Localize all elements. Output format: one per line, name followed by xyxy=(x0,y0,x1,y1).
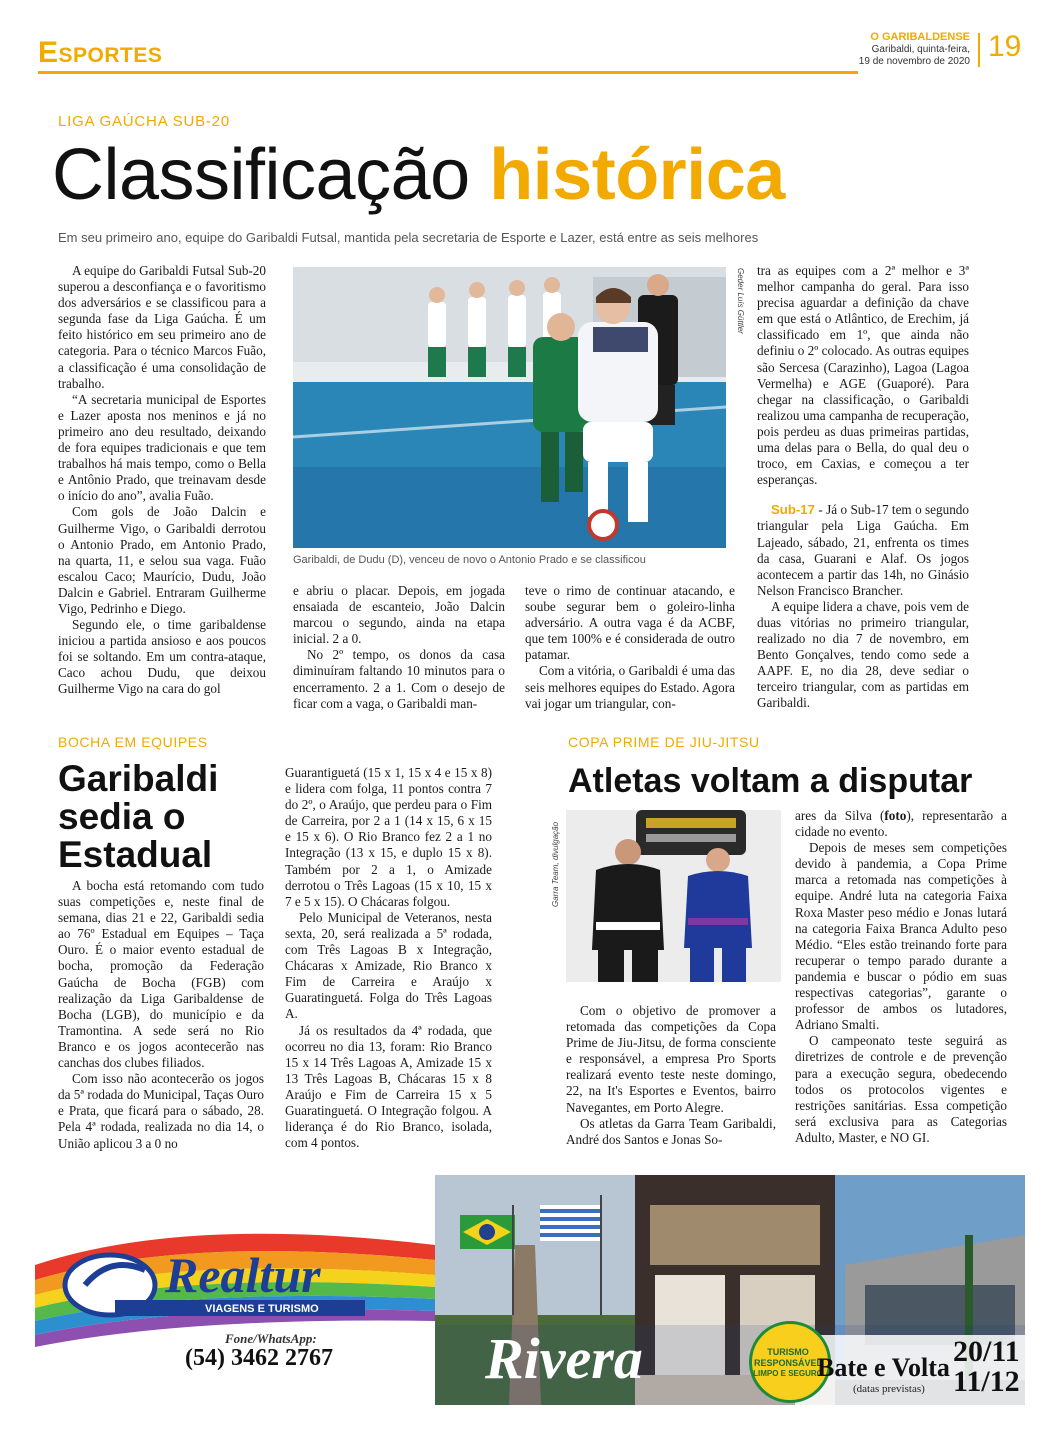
main-article-kicker: LIGA GAÚCHA SUB-20 xyxy=(58,113,230,130)
paragraph: Depois de meses sem competições devido à pandemia, a Copa Prime marca a retomada nas competições à equipe. André luta na categoria Faixa Roxa Master peso médio e Jonas lutará na categoria Faixa Branca Adulto peso Médio. “Eles estão treinando forte para recuperar o tempo parado durante a pandemia e buscar o pódio em suas respectivas categorias”, garante o professor de ambos os lutadores, Adriano Smalti. xyxy=(795,840,1007,1033)
paragraph: tra as equipes com a 2ª melhor e 3ª melhor campanha do geral. Para isso precisa aguardar a definição da chave em que está o Atlântico, de Erechim, já classificado em 1º, que ainda não definiu o 2º colocado. As outras equipes são Sercesa (Carazinho), Lagoa (Lagoa Vermelha) e AGE (Guaporé). Para chegar na classificação, o Garibaldi realizou uma campanha de recuperação, pois perdeu as duas primeiras partidas, uma delas para o Bella, do qual deu o troco, em Caxias, e começou a ter esperanças. xyxy=(757,263,969,488)
paragraph: Com o objetivo de promover a retomada das competições da Copa Prime de Jiu-Jitsu, de forma consciente e responsável, a empresa Pro Sports realizará evento teste neste domingo, 22, na It's Esportes e Eventos, bairro Navegantes, em Porto Alegre. xyxy=(566,1003,776,1115)
paragraph: Os atletas da Garra Team Garibaldi, André dos Santos e Jonas So- xyxy=(566,1115,776,1147)
jiujitsu-article-kicker: COPA PRIME DE JIU-JITSU xyxy=(568,734,760,750)
newspaper-name: O GARIBALDENSE xyxy=(870,31,970,43)
jiujitsu-photo-illustration xyxy=(566,810,781,982)
futsal-photo-caption: Garibaldi, de Dudu (D), venceu de novo o Antonio Prado e se classificou xyxy=(293,554,646,566)
paragraph: A equipe do Garibaldi Futsal Sub-20 superou a desconfiança e o favoritismo dos adversários e se classificou para a segunda fase da Liga Gaúcha. É um feito histórico em seu primeiro ano de categoria. Para o técnico Marcos Fuão, a classificação é uma consolidação de trabalho. xyxy=(58,263,266,391)
badge-line2: RESPONSÁVEL xyxy=(753,1358,822,1368)
ad-date-2: 11/12 xyxy=(953,1365,1020,1398)
jiujitsu-article-headline: Atletas voltam a disputar xyxy=(568,762,973,800)
section-title: Esportes xyxy=(38,36,163,69)
page-number: 19 xyxy=(988,30,1022,63)
paragraph: A bocha está retomando com tudo suas competições e, neste final de semana, dias 21 e 22, Garibaldi sedia ao 76º Estadual em Equipes – Taça Ouro. É o maior evento estadual de bocha, promoção da Federação Gaúcha de Bocha (FGB) com realização da Liga Garibaldense de Bocha (LGB), do município e da Tramontina. A sede será no Rio Branco e os jogos acontecerão nas canchas dos clubes filiados. xyxy=(58,878,264,1071)
text: ), representarão a cidade no evento. xyxy=(795,808,1007,840)
paragraph: teve o rimo de continuar atacando, e soube segurar bem o goleiro-linha adversário. A outra vaga é da ACBF, que tem 100% e é considerada de outro patamar. xyxy=(525,583,735,663)
sub17-text: - Já o Sub-17 tem o segundo triangular pela Liga Gaúcha. Em Lajeado, sábado, 21, enfrenta os times da casa, Guarani e Alaf. Os jogos acontecem a partir das 14h, no Ginásio Nelson Francisco Brancher. xyxy=(757,502,969,598)
paragraph: e abriu o placar. Depois, em jogada ensaiada de escanteio, João Dalcin marcou o segundo, ainda na etapa inicial. 2 a 0. xyxy=(293,583,505,647)
headline-part2: histórica xyxy=(489,135,785,215)
paragraph-first xyxy=(795,808,1007,840)
bocha-article-kicker: BOCHA EM EQUIPES xyxy=(58,734,208,750)
paragraph: Com gols de João Dalcin e Guilherme Vigo, o Garibaldi derrotou o Antonio Prado, em Antonio Prado, na quarta, 11, e selou sua vaga. Fuão escalou Caco; Maurício, Dudu, João Dalcin e Gabriel. Entraram Guilherme Vigo, Pedrinho e Diego. xyxy=(58,504,266,616)
paragraph: Com isso não acontecerão os jogos da 5ª rodada do Municipal, Taças Ouro e Prata, que ficará para o sábado, 28. Pela 4ª rodada, realizada no dia 14, o União aplicou 3 a 0 no xyxy=(58,1071,264,1151)
futsal-photo-illustration xyxy=(293,267,726,548)
badge-line1: TURISMO xyxy=(767,1347,809,1357)
ad-dates-note: (datas previstas) xyxy=(853,1383,925,1395)
futsal-photo xyxy=(293,267,726,548)
jiujitsu-article-column-1 xyxy=(566,1003,776,1148)
paragraph: Pelo Municipal de Veteranos, nesta sexta, 20, será realizada a 5ª rodada, com Três Lagoas B x Integração, Chácaras x Amizade, Rio Branco x Fim de Carreira e Araújo x Guaratinguetá. Folga do Três Lagoas A. xyxy=(285,909,492,1022)
ad-destination: Rivera xyxy=(485,1326,643,1391)
main-article-headline xyxy=(52,132,785,218)
futsal-photo-credit xyxy=(734,268,746,388)
paragraph: Segundo ele, o time garibaldense iniciou a partida ansioso e aos poucos foi se soltando. Em um contra-ataque, Caco achou Dudu, que deixou Guilherme Vigo na cara do gol xyxy=(58,617,266,697)
realtur-advertisement[interactable] xyxy=(35,1175,1025,1405)
text: ares da Silva ( xyxy=(795,808,885,823)
jiujitsu-article-column-2 xyxy=(795,808,1007,1146)
paragraph: Já os resultados da 4ª rodada, que ocorreu no dia 13, foram: Rio Branco 15 x 14 Três Lagoas A, Amizade 15 x 13 Três Lagoas B, Chácaras 15 x 8 Araújo e Fim de Carreira 15 x 5 Guaratinguetá. O Integração folgou. A liderança é do Rio Branco, isolada, com 4 pontos. xyxy=(285,1022,492,1151)
ad-phone-number[interactable]: (54) 3462 2767 xyxy=(185,1345,333,1371)
photo-credit-text: Garra Team, divulgação xyxy=(551,821,560,907)
photo-credit-text: Geder Luís Güttler xyxy=(736,268,745,334)
bocha-article-column-1 xyxy=(58,878,264,1152)
jiujitsu-photo-credit xyxy=(551,812,563,912)
main-article-column-1 xyxy=(58,263,266,698)
section-rule xyxy=(38,71,858,74)
badge-line3: LIMPO E SEGURO xyxy=(753,1369,823,1378)
main-article-column-3 xyxy=(525,583,735,712)
ad-date-1: 20/11 xyxy=(953,1335,1020,1368)
text-bold: foto xyxy=(884,808,907,823)
ad-phone-label: Fone/WhatsApp: xyxy=(225,1331,317,1346)
ad-trip-type: Bate e Volta xyxy=(817,1353,950,1382)
edition-date xyxy=(820,44,970,68)
main-article-column-4 xyxy=(757,263,969,712)
paragraph: O campeonato teste seguirá as diretrizes de controle e de prevenção para a execução segura, obedecendo todos os protocolos vigentes e restrições sanitárias. Essa competição será exclusiva para as Categorias Adulto, Master, e NO GI. xyxy=(795,1033,1007,1145)
sub17-subhead: Sub-17 xyxy=(771,502,815,518)
realtur-logo xyxy=(55,1230,385,1335)
headline-part1: Classificação xyxy=(52,135,470,215)
main-article-subtitle: Em seu primeiro ano, equipe do Garibaldi Futsal, mantida pela secretaria de Esporte e Lazer, está entre as seis melhores xyxy=(58,230,759,245)
paragraph: Com a vitória, o Garibaldi é uma das seis melhores equipes do Estado. Agora vai jogar um triangular, con- xyxy=(525,663,735,711)
paragraph-sub17 xyxy=(757,502,969,599)
realtur-logo-graphic xyxy=(55,1230,385,1330)
paragraph: No 2º tempo, os donos da casa diminuíram faltando 10 minutos para o encerramento. 2 a 1. Com o desejo de ficar com a vaga, o Garibaldi man- xyxy=(293,647,505,711)
jiujitsu-photo xyxy=(566,810,781,982)
paragraph: “A secretaria municipal de Esportes e Lazer aposta nos meninos e já no primeiro ano deu resultado, deixando de fora equipes tradicionais e que tem trabalhos há mais tempo, como o Bella e Antônio Prado, que treinavam desde o início do ano”, avalia Fuão. xyxy=(58,391,266,504)
page-number-divider xyxy=(978,33,980,67)
main-article-column-2 xyxy=(293,583,505,712)
bocha-article-column-2 xyxy=(285,765,492,1151)
bocha-article-headline: Garibaldi sedia o Estadual xyxy=(58,758,219,875)
edition-date-line2: 19 de novembro de 2020 xyxy=(858,56,970,67)
paragraph: A equipe lidera a chave, pois vem de duas vitórias no primeiro triangular, realizado no dia 7 de novembro, em Bento Gonçalves, tendo como sede a AAPF. E, no dia 28, deve sediar o terceiro triangular, com as partidas em Garibaldi. xyxy=(757,598,969,711)
paragraph: Guarantiguetá (15 x 1, 15 x 4 e 15 x 8) e lidera com folga, 11 pontos contra 7 do 2º, o Araújo, que perdeu para o Fim de Carreira, por 2 a 1 (14 x 15, 6 x 15 e 15 x 6). O Rio Branco fez 2 a 1 no Integração (13 x 15, e duplo 15 x 8). Também por 2 a 1, o Amizade derrotou o Três Lagoas (15 x 10, 15 x 7 e 5 x 15). O Chácaras folgou. xyxy=(285,765,492,909)
realtur-brand-text: Realtur xyxy=(165,1247,321,1303)
edition-date-line1: Garibaldi, quinta-feira, xyxy=(871,44,970,55)
realtur-tagline: VIAGENS E TURISMO xyxy=(205,1303,319,1315)
